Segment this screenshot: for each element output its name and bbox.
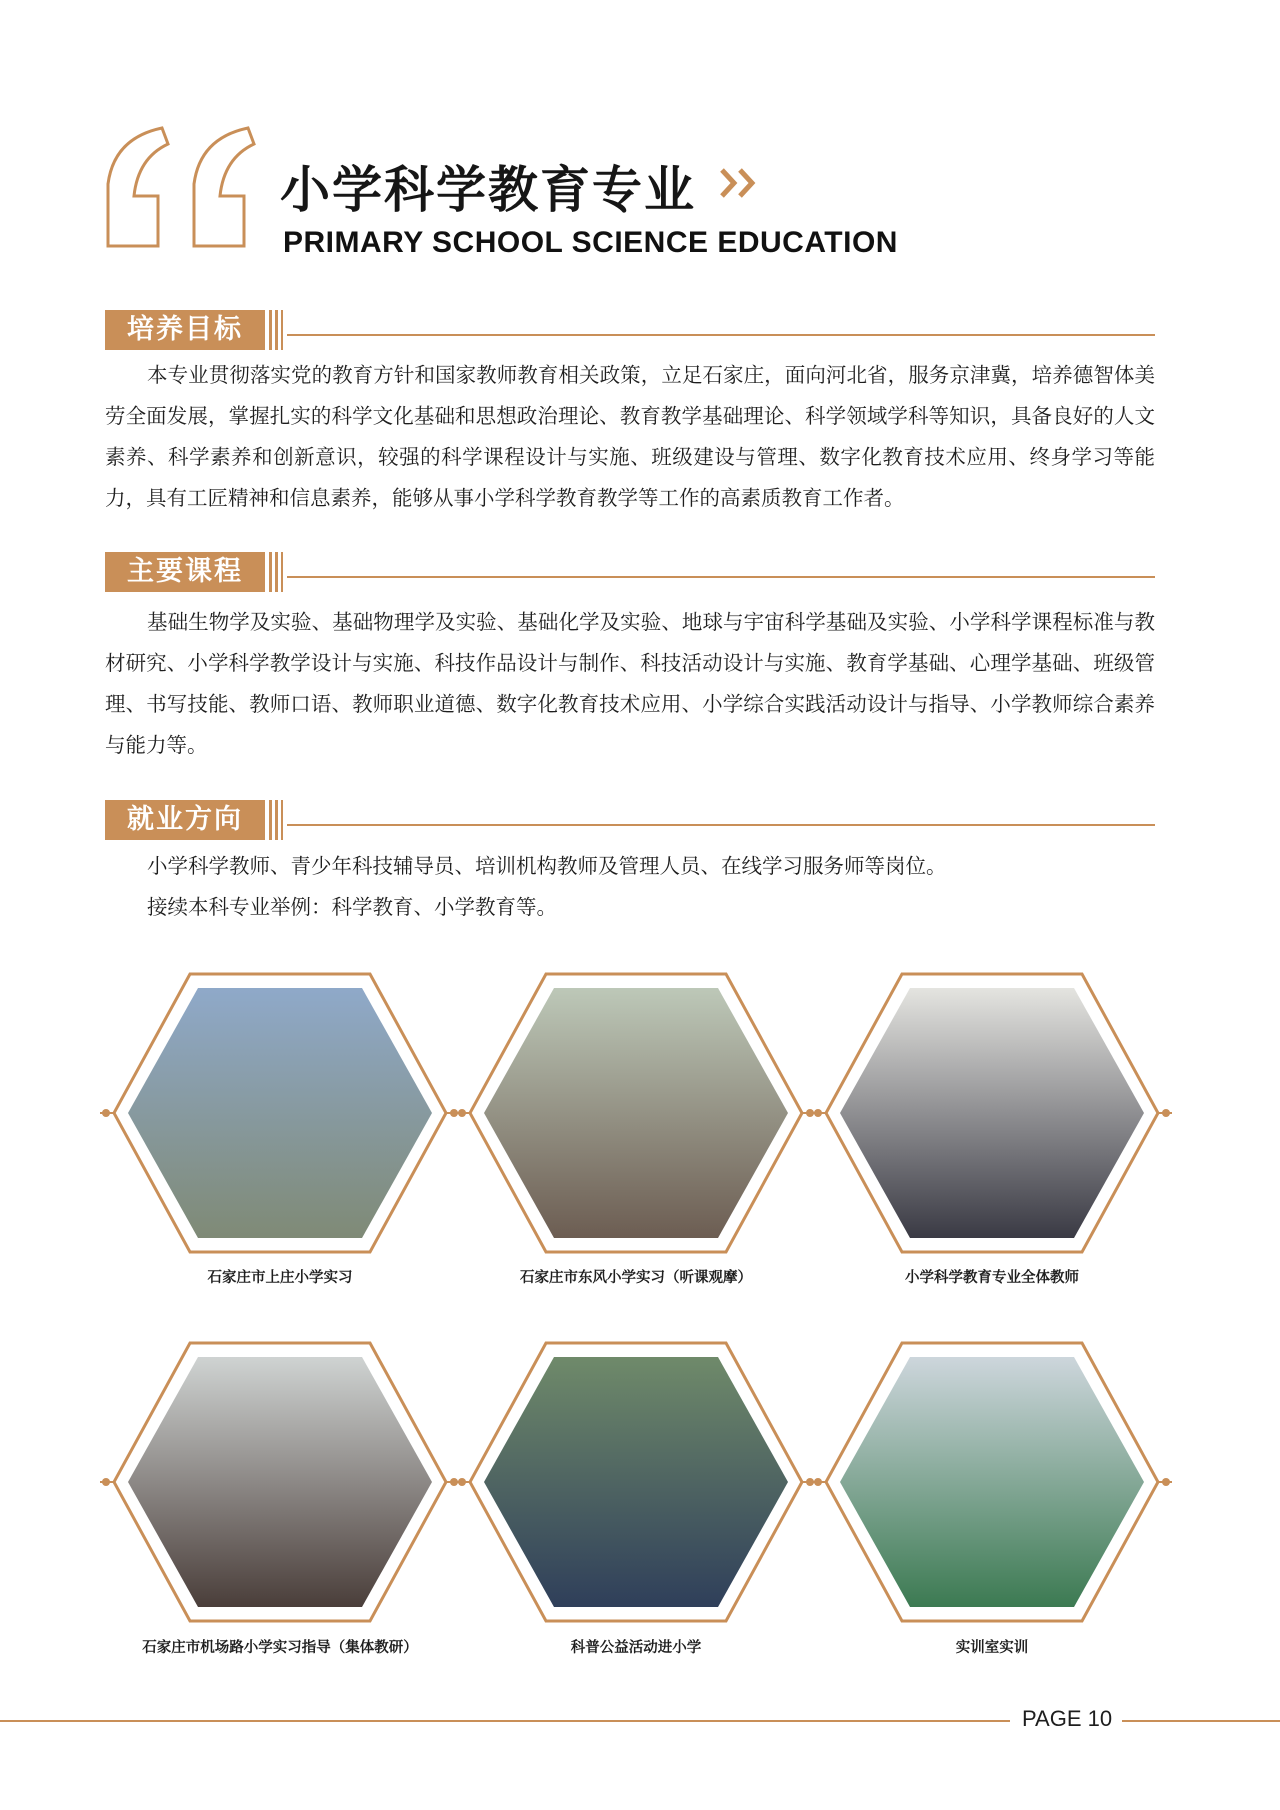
photo-caption: 小学科学教育专业全体教师 [905, 1270, 1079, 1286]
photo-image [100, 968, 460, 1258]
photo-caption: 实训室实训 [955, 1640, 1029, 1656]
double-chevron-icon [718, 166, 762, 200]
page-subtitle: PRIMARY SCHOOL SCIENCE EDUCATION [283, 226, 898, 259]
courses-text: 基础生物学及实验、基础物理学及实验、基础化学及实验、地球与宇宙科学基础及实验、小学科学课程标准与教材研究、小学科学教学设计与实施、科技作品设计与制作、科技活动设计与实施、教育学基础、心理学基础、班级管理、书写技能、教师口语、教师职业道德、数字化教育技术应用、小学综合实践活动设计与指导、小学教师综合素养与能力等。 [105, 610, 1155, 757]
section-header-courses [105, 552, 1155, 592]
divider-bars-icon [269, 552, 285, 592]
section-rule [287, 576, 1155, 578]
photo-caption: 科普公益活动进小学 [570, 1640, 702, 1656]
photo-image [456, 968, 816, 1258]
page-title: 小学科学教育专业 [280, 161, 696, 219]
photo-image [812, 968, 1172, 1258]
photo-caption: 石家庄市机场路小学实习指导（集体教研） [142, 1640, 418, 1656]
footer-rule [1122, 1720, 1280, 1722]
photo-caption: 石家庄市上庄小学实习 [207, 1270, 353, 1286]
section-header-careers [105, 800, 1155, 840]
photo-frame [812, 968, 1172, 1258]
photo-frame [456, 1337, 816, 1627]
photo-image [456, 1337, 816, 1627]
careers-line-1: 小学科学教师、青少年科技辅导员、培训机构教师及管理人员、在线学习服务师等岗位。 [147, 854, 947, 878]
photo-caption: 石家庄市东风小学实习（听课观摩） [520, 1270, 752, 1286]
section-label: 主要课程 [105, 552, 265, 592]
photo-image [100, 1337, 460, 1627]
photo-frame [100, 968, 460, 1258]
footer-rule [0, 1720, 1010, 1722]
section-label: 培养目标 [105, 310, 265, 350]
goals-text: 本专业贯彻落实党的教育方针和国家教师教育相关政策，立足石家庄，面向河北省，服务京津冀，培养德智体美劳全面发展，掌握扎实的科学文化基础和思想政治理论、教育教学基础理论、科学领域学科等知识，具备良好的人文素养、科学素养和创新意识，较强的科学课程设计与实施、班级建设与管理、数字化教育技术应用、终身学习等能力，具有工匠精神和信息素养，能够从事小学科学教育教学等工作的高素质教育工作者。 [105, 363, 1155, 510]
careers-line-2: 接续本科专业举例：科学教育、小学教育等。 [147, 895, 557, 919]
photo-image [812, 1337, 1172, 1627]
photo-frame [812, 1337, 1172, 1627]
photo-frame [100, 1337, 460, 1627]
divider-bars-icon [269, 800, 285, 840]
page-number: PAGE 10 [1022, 1706, 1113, 1731]
section-rule [287, 334, 1155, 336]
photo-frame [456, 968, 816, 1258]
section-header-goals [105, 310, 1155, 350]
quote-mark-icon [100, 122, 260, 252]
section-rule [287, 824, 1155, 826]
section-label: 就业方向 [105, 800, 265, 840]
divider-bars-icon [269, 310, 285, 350]
